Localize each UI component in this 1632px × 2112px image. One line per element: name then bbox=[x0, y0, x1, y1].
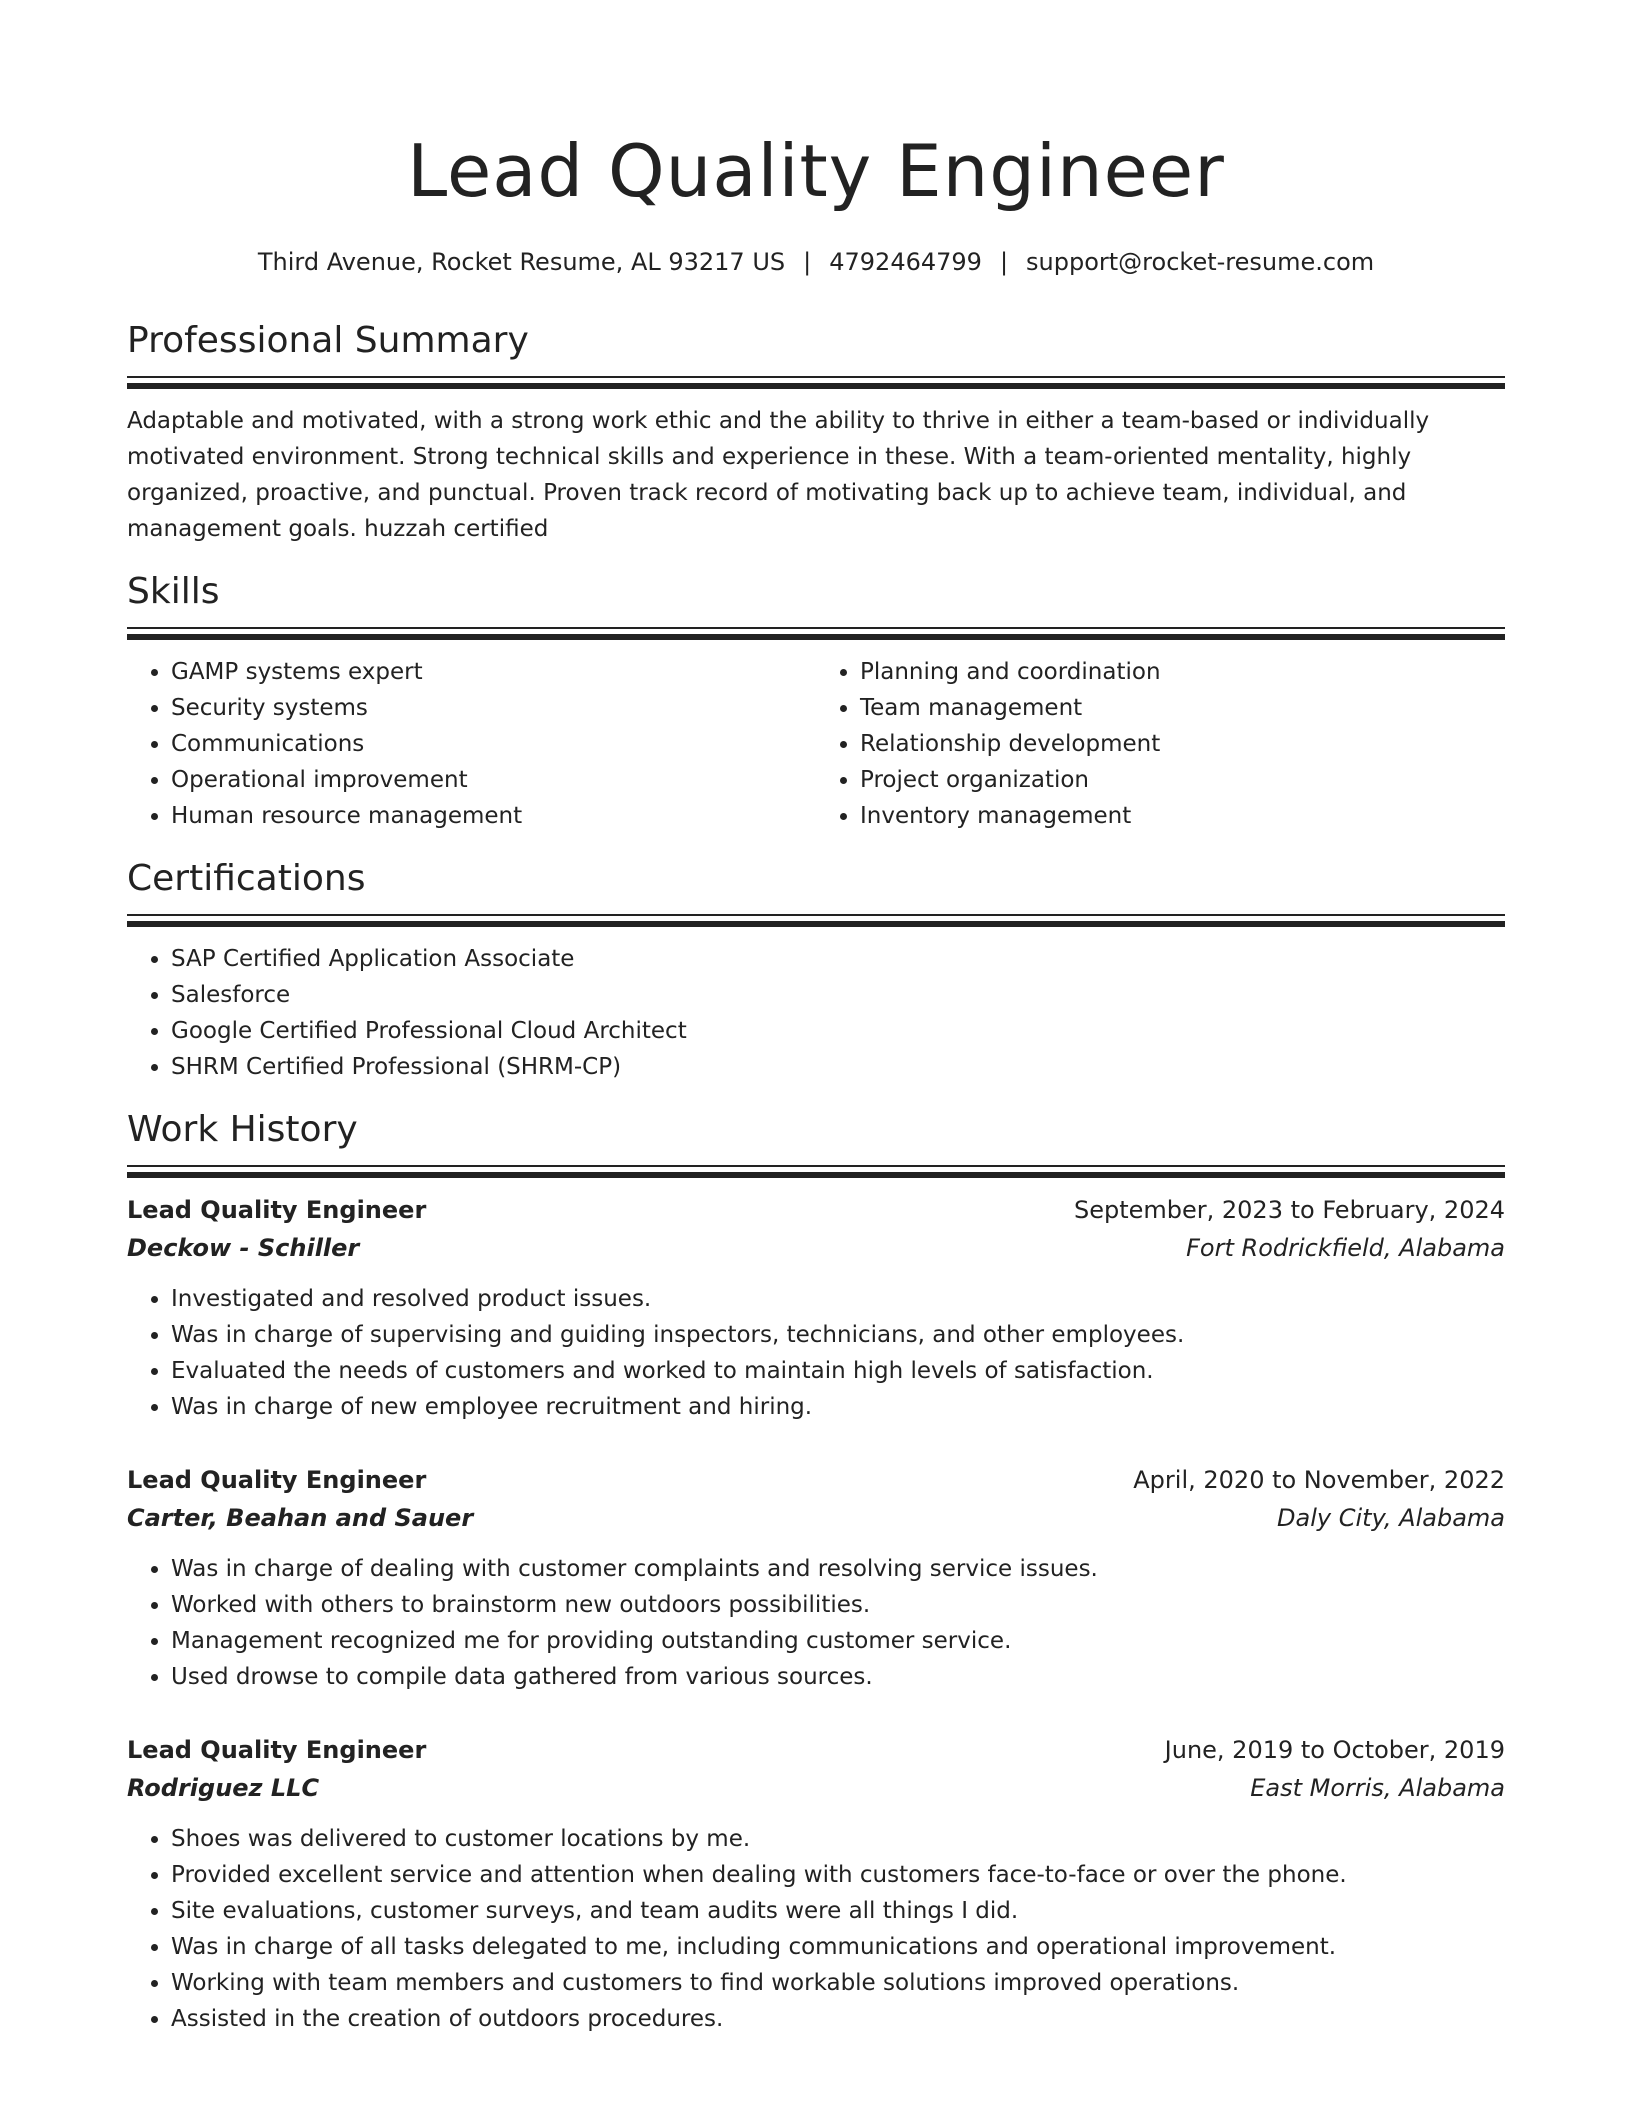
section-work-history bbox=[127, 1107, 1505, 2037]
job-duty: • Was in charge of dealing with customer complaints and resolving service issues. bbox=[171, 1551, 1505, 1587]
job-duty: • Site evaluations, customer surveys, and team audits were all things I did. bbox=[171, 1893, 1505, 1929]
skill-item: • Inventory management bbox=[860, 798, 1505, 834]
job-duty: • Evaluated the needs of customers and worked to maintain high levels of satisfaction. bbox=[171, 1353, 1505, 1389]
job-location: Daly City, Alabama bbox=[1277, 1504, 1505, 1532]
section-skills bbox=[127, 569, 1505, 834]
resume-name: Lead Quality Engineer bbox=[407, 129, 1225, 213]
skills-list bbox=[127, 654, 816, 834]
certification-item: • Salesforce bbox=[171, 977, 1505, 1013]
skills-column-right bbox=[816, 654, 1505, 834]
certifications-list bbox=[127, 941, 1505, 1085]
skill-item: • Team management bbox=[860, 690, 1505, 726]
contact-email: support@rocket-resume.com bbox=[1026, 248, 1375, 276]
skill-item: • Communications bbox=[171, 726, 816, 762]
job-duties-list bbox=[127, 1551, 1505, 1695]
summary-text: Adaptable and motivated, with a strong work ethic and the ability to thrive in either a team-based or individually motivated environment. Strong technical skills and experience in these. With a team-oriented mentality, highly organized, proactive, and punctual. Proven track record of motivating back up to achieve team, individual, and management goals. huzzah certified bbox=[127, 408, 1430, 542]
job-duty: • Shoes was delivered to customer locations by me. bbox=[171, 1821, 1505, 1857]
contact-separator: | bbox=[803, 248, 812, 276]
job-title: Lead Quality Engineer bbox=[127, 1466, 427, 1494]
job-entry bbox=[127, 1191, 1505, 1425]
job-dates: April, 2020 to November, 2022 bbox=[1133, 1466, 1505, 1494]
certification-item: • Google Certified Professional Cloud Architect bbox=[171, 1013, 1505, 1049]
job-duty: • Management recognized me for providing outstanding customer service. bbox=[171, 1623, 1505, 1659]
contact-address: Third Avenue, Rocket Resume, AL 93217 US bbox=[257, 248, 786, 276]
contact-phone: 4792464799 bbox=[829, 248, 982, 276]
job-duty: • Investigated and resolved product issues. bbox=[171, 1281, 1505, 1317]
job-company-row bbox=[127, 1499, 1505, 1537]
job-dates: September, 2023 to February, 2024 bbox=[1073, 1196, 1505, 1224]
section-title: Certifications bbox=[127, 858, 366, 899]
job-company: Deckow - Schiller bbox=[127, 1234, 360, 1262]
job-location: East Morris, Alabama bbox=[1250, 1774, 1505, 1802]
skill-item: • Human resource management bbox=[171, 798, 816, 834]
job-duties-list bbox=[127, 1281, 1505, 1425]
job-company: Rodriguez LLC bbox=[127, 1774, 320, 1802]
skill-item: • Planning and coordination bbox=[860, 654, 1505, 690]
job-duty: • Working with team members and customers to find workable solutions improved operations. bbox=[171, 1965, 1505, 2001]
section-divider bbox=[127, 376, 1505, 388]
job-header-row bbox=[127, 1731, 1505, 1769]
job-duty: • Was in charge of new employee recruitment and hiring. bbox=[171, 1389, 1505, 1425]
job-entry bbox=[127, 1461, 1505, 1695]
skill-item: • Project organization bbox=[860, 762, 1505, 798]
skills-grid bbox=[127, 654, 1505, 834]
section-professional-summary bbox=[127, 318, 1505, 547]
job-company: Carter, Beahan and Sauer bbox=[127, 1504, 474, 1532]
job-header-row bbox=[127, 1191, 1505, 1229]
job-duty: • Was in charge of supervising and guiding inspectors, technicians, and other employees. bbox=[171, 1317, 1505, 1353]
skills-column-left bbox=[127, 654, 816, 834]
job-company-row bbox=[127, 1769, 1505, 1807]
certification-item: • SHRM Certified Professional (SHRM-CP) bbox=[171, 1049, 1505, 1085]
skill-item: • Relationship development bbox=[860, 726, 1505, 762]
job-entry bbox=[127, 1731, 1505, 2037]
job-duty: • Worked with others to brainstorm new outdoors possibilities. bbox=[171, 1587, 1505, 1623]
job-duties-list bbox=[127, 1821, 1505, 2037]
skill-item: • GAMP systems expert bbox=[171, 654, 816, 690]
contact-separator: | bbox=[999, 248, 1009, 276]
skill-item: • Security systems bbox=[171, 690, 816, 726]
skills-list bbox=[816, 654, 1505, 834]
section-divider bbox=[127, 1165, 1505, 1177]
job-duty: • Used drowse to compile data gathered from various sources. bbox=[171, 1659, 1505, 1695]
job-duty: • Assisted in the creation of outdoors procedures. bbox=[171, 2001, 1505, 2037]
job-duty: • Provided excellent service and attention when dealing with customers face-to-face or over the phone. bbox=[171, 1857, 1505, 1893]
skill-item: • Operational improvement bbox=[171, 762, 816, 798]
section-title: Professional Summary bbox=[127, 320, 529, 361]
section-title: Skills bbox=[127, 571, 220, 612]
job-dates: June, 2019 to October, 2019 bbox=[1164, 1736, 1505, 1764]
contact-line bbox=[127, 246, 1505, 278]
section-title: Work History bbox=[127, 1109, 358, 1150]
job-location: Fort Rodrickfield, Alabama bbox=[1186, 1234, 1505, 1262]
job-header-row bbox=[127, 1461, 1505, 1499]
job-title: Lead Quality Engineer bbox=[127, 1736, 427, 1764]
section-divider bbox=[127, 914, 1505, 926]
section-certifications bbox=[127, 856, 1505, 1085]
job-title: Lead Quality Engineer bbox=[127, 1196, 427, 1224]
job-company-row bbox=[127, 1229, 1505, 1267]
section-divider bbox=[127, 627, 1505, 639]
certification-item: • SAP Certified Application Associate bbox=[171, 941, 1505, 977]
job-duty: • Was in charge of all tasks delegated to me, including communications and operational improvement. bbox=[171, 1929, 1505, 1965]
